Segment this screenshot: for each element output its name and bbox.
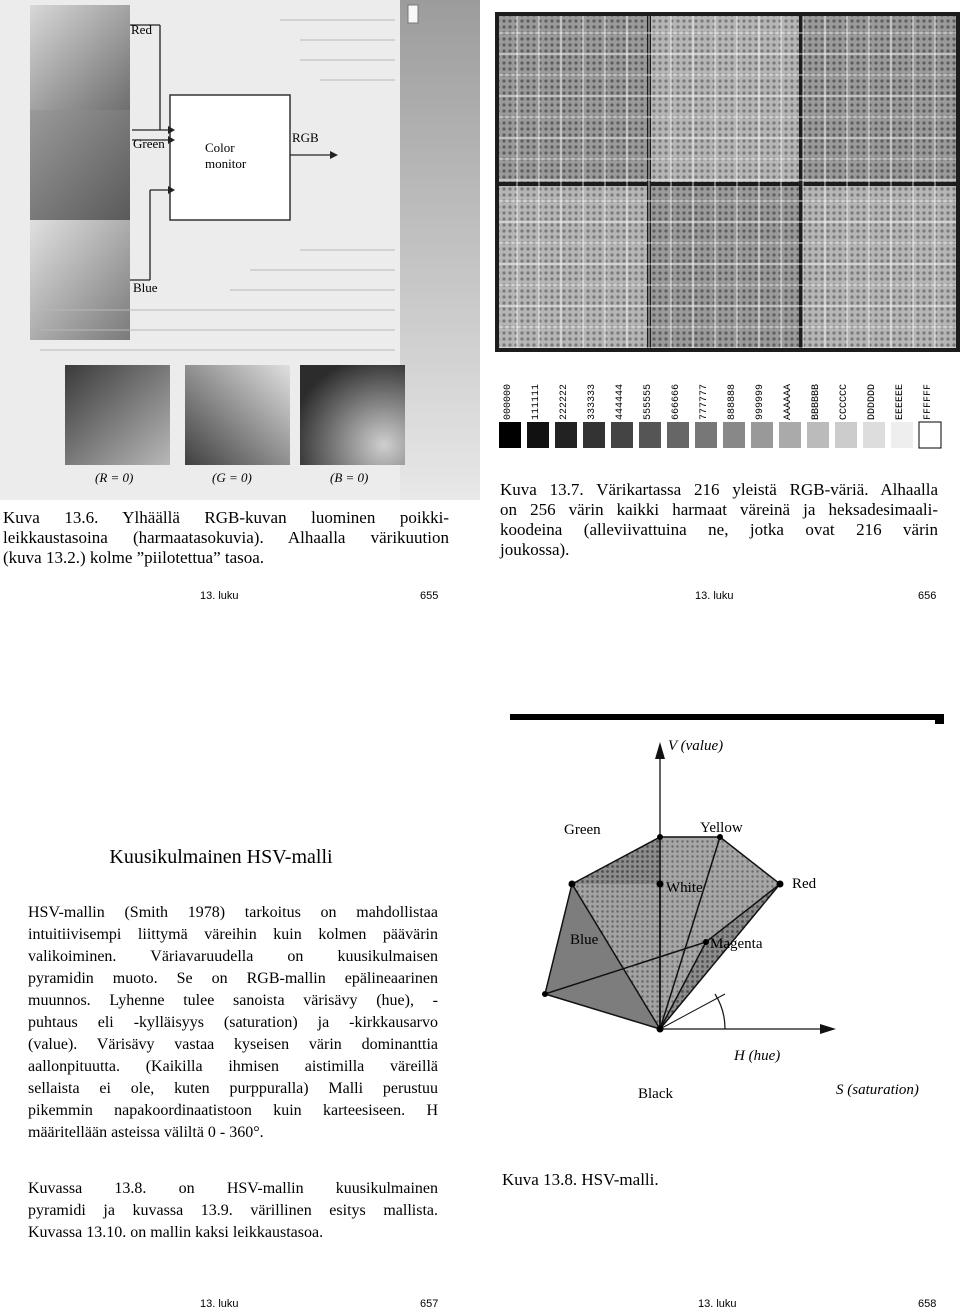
rgb-label: RGB [292, 130, 319, 145]
monitor-label-line1: Color [205, 140, 235, 155]
swatch-label: 333333 [587, 383, 598, 420]
swatch-label: 555555 [643, 383, 654, 420]
red-label: Red [131, 22, 152, 37]
swatch-label: BBBBBB [811, 383, 822, 420]
page-title: Kuusikulmainen HSV-malli [109, 846, 333, 868]
plane-label-r0: (R = 0) [95, 470, 134, 485]
footer-page-number: 658 [918, 1298, 937, 1310]
blue-label: Blue [133, 280, 158, 295]
yellow-vertex-label: Yellow [700, 820, 743, 836]
swatch-label: FFFFFF [923, 383, 934, 420]
footer-chapter: 13. luku [698, 1298, 737, 1310]
swatch-label: 444444 [615, 383, 626, 420]
hue-label: H (hue) [734, 1048, 781, 1064]
page-657 [0, 654, 480, 1308]
swatch-label: 111111 [531, 383, 542, 420]
footer-page-number: 656 [918, 590, 937, 602]
swatch-label: 777777 [699, 383, 710, 420]
swatch-label: 999999 [755, 383, 766, 420]
swatch-label: AAAAAA [783, 383, 794, 420]
red-channel-tile [30, 5, 130, 110]
blue-vertex-label: Blue [570, 932, 599, 948]
swatch-label: 000000 [503, 383, 514, 420]
green-label: Green [133, 136, 165, 151]
swatch-label: 888888 [727, 383, 738, 420]
plane-r0 [65, 365, 170, 465]
page-658 [480, 654, 960, 1308]
swatch-label: 222222 [559, 383, 570, 420]
black-vertex-label: Black [638, 1086, 673, 1102]
figure-reference-note: Kuvassa 13.8. on HSV-mallin kuusikulmainen pyramidi ja kuvassa 13.9. värillinen esitys mallista. Kuvassa 13.10. on mallin kaksi leikkaustasoa. [28, 1180, 438, 1241]
footer-chapter: 13. luku [200, 590, 239, 602]
figure-13-6-caption: Kuva 13.6. Ylhäällä RGB-kuvan luominen poikki- leikkaustasoina (harmaatasokuvia). Alhaalla värikuution (kuva 13.2.) kolme ”piilotettua” tasoa. [3, 508, 449, 567]
saturation-label: S (saturation) [836, 1082, 919, 1098]
footer-page-number: 657 [420, 1298, 439, 1310]
blue-channel-tile [30, 220, 130, 340]
footer-chapter: 13. luku [200, 1298, 239, 1310]
figure-13-8-caption: Kuva 13.8. HSV-malli. [502, 1170, 659, 1189]
green-channel-tile [30, 110, 130, 220]
magenta-vertex-label: Magenta [710, 936, 763, 952]
plane-label-g0: (G = 0) [212, 470, 252, 485]
plane-label-b0: (B = 0) [330, 470, 369, 485]
plane-g0 [185, 365, 290, 465]
swatch-label: CCCCCC [839, 383, 850, 420]
hsv-description: HSV-mallin (Smith 1978) tarkoitus on mahdollistaa intuitiivisempi liittymä väreihin kuin kolmen päävärin valikoiminen. Väriavaruudella on kuusikulmaisen pyramidin muoto. Se on RGB-mallin epälineaarinen muunnos. Lyhenne tulee sanoista värisävy (hue), - puhtaus eli -kylläisyys (saturation) ja -kirkkausarvo (value). Värisävy vastaa kyseisen värin dominanttia aallonpituutta. (Kaikilla ihmisen aistimilla väreillä sellaista ei ole, kuten purppuralla) Malli perustuu pikemmin napakoordinaatistoon kuin karteesiseen. H määritellään asteissa väliltä 0 - 360°. [28, 904, 438, 1141]
page-655 [0, 0, 480, 654]
figure-13-7-caption: Kuva 13.7. Värikartassa 216 yleistä RGB-väriä. Alhaalla on 256 värin kaikki harmaat väreinä ja heksadesimaali- koodeina (alleviivattuina ne, jotka ovat 216 värin joukossa). [500, 480, 938, 559]
red-vertex-label: Red [792, 876, 817, 892]
v-value-label: V (value) [668, 738, 724, 754]
green-vertex-label: Green [564, 822, 601, 838]
white-vertex-label: White [666, 880, 703, 896]
hsv-hexcone-figure [480, 704, 960, 1124]
swatch-label: DDDDDD [867, 383, 878, 420]
footer-page-number: 655 [420, 590, 439, 602]
footer-chapter: 13. luku [695, 590, 734, 602]
swatch-label: 666666 [671, 383, 682, 420]
monitor-label-line2: monitor [205, 156, 247, 171]
plane-b0 [300, 365, 405, 465]
rgb-creation-figure [0, 0, 480, 500]
swatch-label: EEEEEE [895, 383, 906, 420]
page-656 [480, 0, 960, 654]
